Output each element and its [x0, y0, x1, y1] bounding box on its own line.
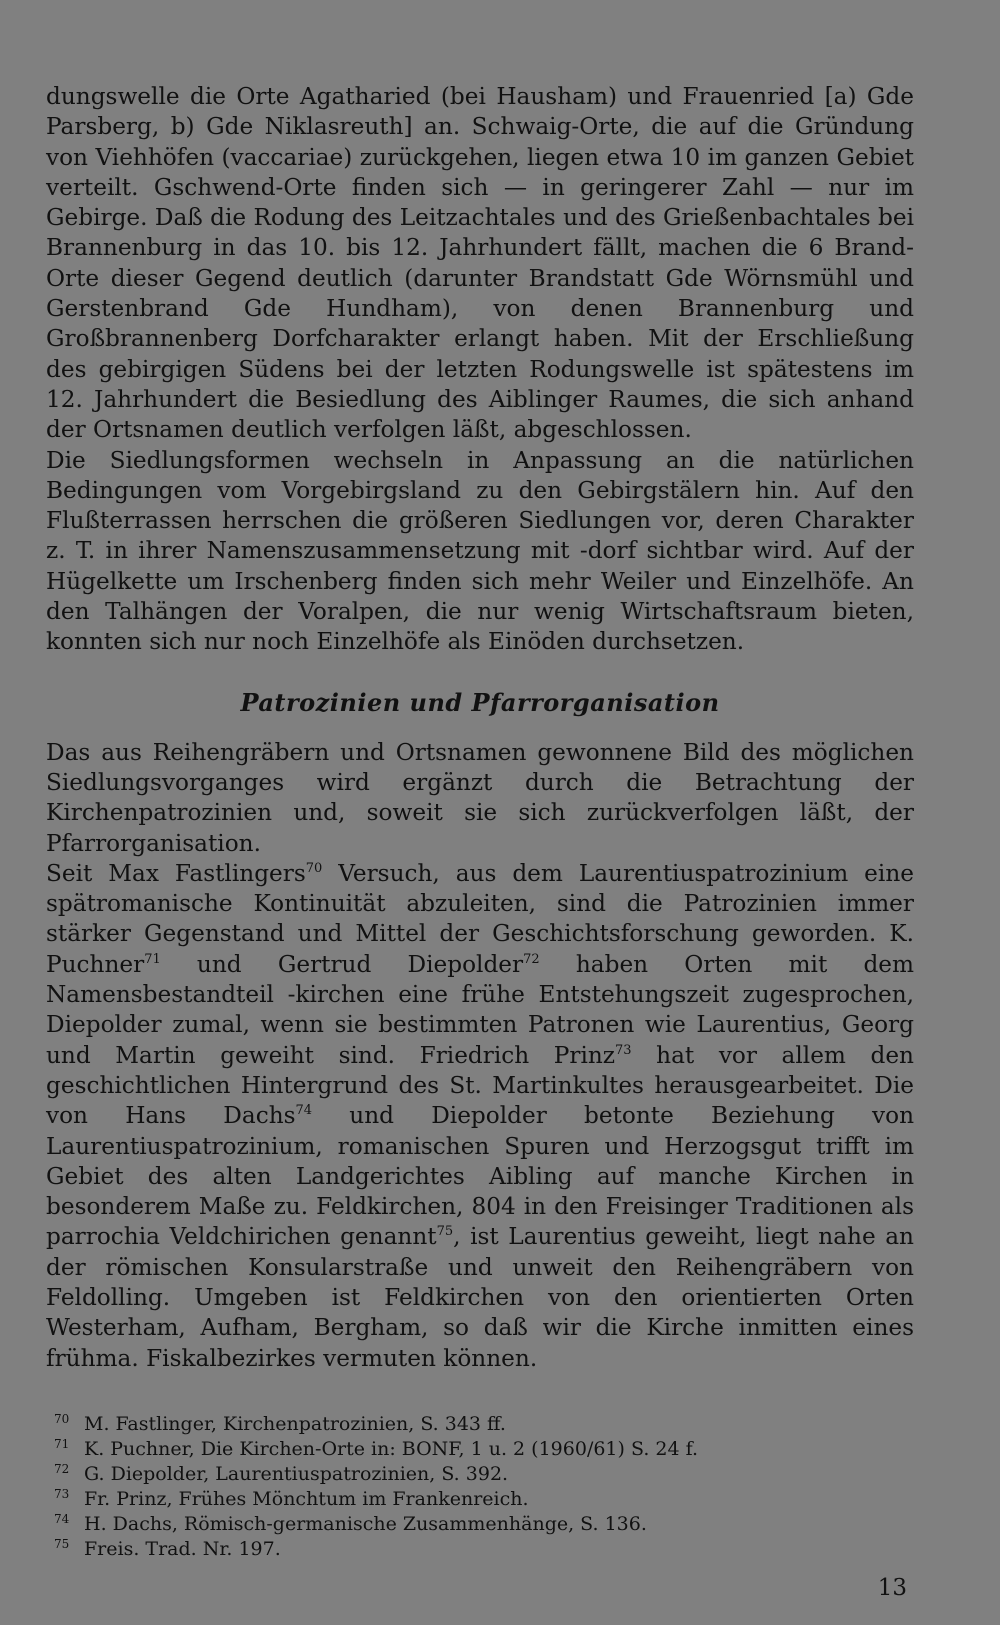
footnote-ref[interactable]: 70 [305, 860, 323, 876]
footnote-ref[interactable]: 73 [615, 1042, 632, 1058]
section-heading: Patrozinien und Pfarrorganisation [240, 687, 720, 717]
footnote-ref[interactable]: 71 [144, 951, 161, 967]
page-content [46, 82, 914, 1562]
paragraph-settlement-waves: dungswelle die Orte Agatharied (bei Hausham) und Frauenried [a) Gde Parsberg, b) Gde Niklasreuth] an. Schwaig-Orte, die auf die Gründung von Viehhöfen (vaccariae) zurückgehen, liegen etwa 10 im ganzen Gebiet verteilt. Gschwend-Orte finden sich — in geringerer Zahl — nur im Gebirge. Daß die Rodung des Leitzachtales und des Grießenbachtales bei Brannenburg in das 10. bis 12. Jahrhundert fällt, machen die 6 Brand-Orte dieser Gegend deutlich (darunter Brandstatt Gde Wörnsmühl und Gerstenbrand Gde Hundham), von denen Brannenburg und Großbrannenberg Dorfcharakter erlangt haben. Mit der Erschließung des gebirgigen Südens bei der letzten Rodungswelle ist spätestens im 12. Jahrhundert die Besiedlung des Aiblinger Raumes, die sich anhand der Ortsnamen deutlich verfolgen läßt, abgeschlossen. [46, 83, 914, 444]
text-segment: und Diepolder betonte Beziehung von Laurentiuspatrozinium, romanischen Spuren und Herzogsgut trifft im Gebiet des alten Landgerichtes Aibling auf manche Kirchen in besonderem Maße zu. Feldkirchen, 804 in den Freisinger Traditionen als parrochia Veldchirichen genannt [46, 1102, 914, 1251]
footnote: 74 H. Dachs, Römisch-germanische Zusammenhänge, S. 136. [54, 1511, 647, 1535]
text-segment: haben Orten mit dem Namensbestandteil -kirchen eine frühe Entstehungszeit zugesprochen, Diepolder zumal, wenn sie bestimmten Patronen wie Laurentius, Georg und Martin geweiht sind. Friedrich Prinz [46, 950, 914, 1069]
text-segment: , ist Laurentius geweiht, liegt nahe an der römischen Konsularstraße und unweit den Reihengräbern von Feldolling. Umgeben ist Feldkirchen von den orientierten Orten Westerham, Aufham, Bergham, so daß wir die Kirche inmitten eines frühma. Fiskalbezirkes vermuten können. [46, 1223, 914, 1372]
footnote-text: K. Puchner, Die Kirchen-Orte in: BONF, 1 u. 2 (1960/61) S. 24 f. [84, 1437, 699, 1460]
footnotes [46, 1412, 914, 1562]
footnote-ref[interactable]: 75 [436, 1224, 454, 1240]
text-segment: Seit Max Fastlingers [46, 859, 306, 887]
page-number: 13 [877, 1575, 907, 1601]
footnote: 73 Fr. Prinz, Frühes Mönchtum im Frankenreich. [54, 1486, 529, 1510]
footnote: 70 M. Fastlinger, Kirchenpatrozinien, S. 343 ff. [54, 1411, 506, 1435]
footnote: 71 K. Puchner, Die Kirchen-Orte in: BONF, 1 u. 2 (1960/61) S. 24 f. [54, 1436, 699, 1460]
paragraph-intro-patrocinia: Das aus Reihengräbern und Ortsnamen gewonnene Bild des möglichen Siedlungsvorganges wird ergänzt durch die Betrachtung der Kirchenpatrozinien und, soweit sie sich zurückverfolgen läßt, der Pfarrorganisation. [46, 738, 914, 857]
text-segment: Versuch, aus dem Laurentiuspatrozinium eine spätromanische Kontinuität abzuleiten, sind die Patrozinien immer stärker Gegenstand und Mittel der Geschichtsforschung geworden. K. Puchner [46, 859, 914, 978]
footnote-text: H. Dachs, Römisch-germanische Zusammenhänge, S. 136. [84, 1512, 647, 1535]
footnote-text: Fr. Prinz, Frühes Mönchtum im Frankenreich. [84, 1487, 529, 1510]
paragraph-patrocinia-research [46, 859, 914, 1374]
footnote-text: G. Diepolder, Laurentiuspatrozinien, S. 392. [84, 1462, 509, 1485]
text-segment: hat vor allem den geschichtlichen Hintergrund des St. Martinkultes herausgearbeitet. Die von Hans Dachs [46, 1041, 914, 1130]
footnote-text: M. Fastlinger, Kirchenpatrozinien, S. 343 ff. [84, 1412, 506, 1435]
text-segment: und Gertrud Diepolder [160, 950, 524, 978]
footnote-ref[interactable]: 74 [295, 1103, 313, 1119]
paragraph-settlement-forms: Die Siedlungsformen wechseln in Anpassung an die natürlichen Bedingungen vom Vorgebirgsland zu den Gebirgstälern hin. Auf den Flußterrassen herrschen die größeren Siedlungen vor, deren Charakter z. T. in ihrer Namenszusammensetzung mit -dorf sichtbar wird. Auf der Hügelkette um Irschenberg finden sich mehr Weiler und Einzelhöfe. An den Talhängen der Voralpen, die nur wenig Wirtschaftsraum bieten, konnten sich nur noch Einzelhöfe als Einöden durchsetzen. [46, 446, 914, 656]
footnote: 72 G. Diepolder, Laurentiuspatrozinien, S. 392. [54, 1461, 509, 1485]
footnote: 75 Freis. Trad. Nr. 197. [54, 1536, 281, 1560]
footnote-text: Freis. Trad. Nr. 197. [84, 1537, 281, 1560]
footnote-ref[interactable]: 72 [523, 951, 540, 967]
